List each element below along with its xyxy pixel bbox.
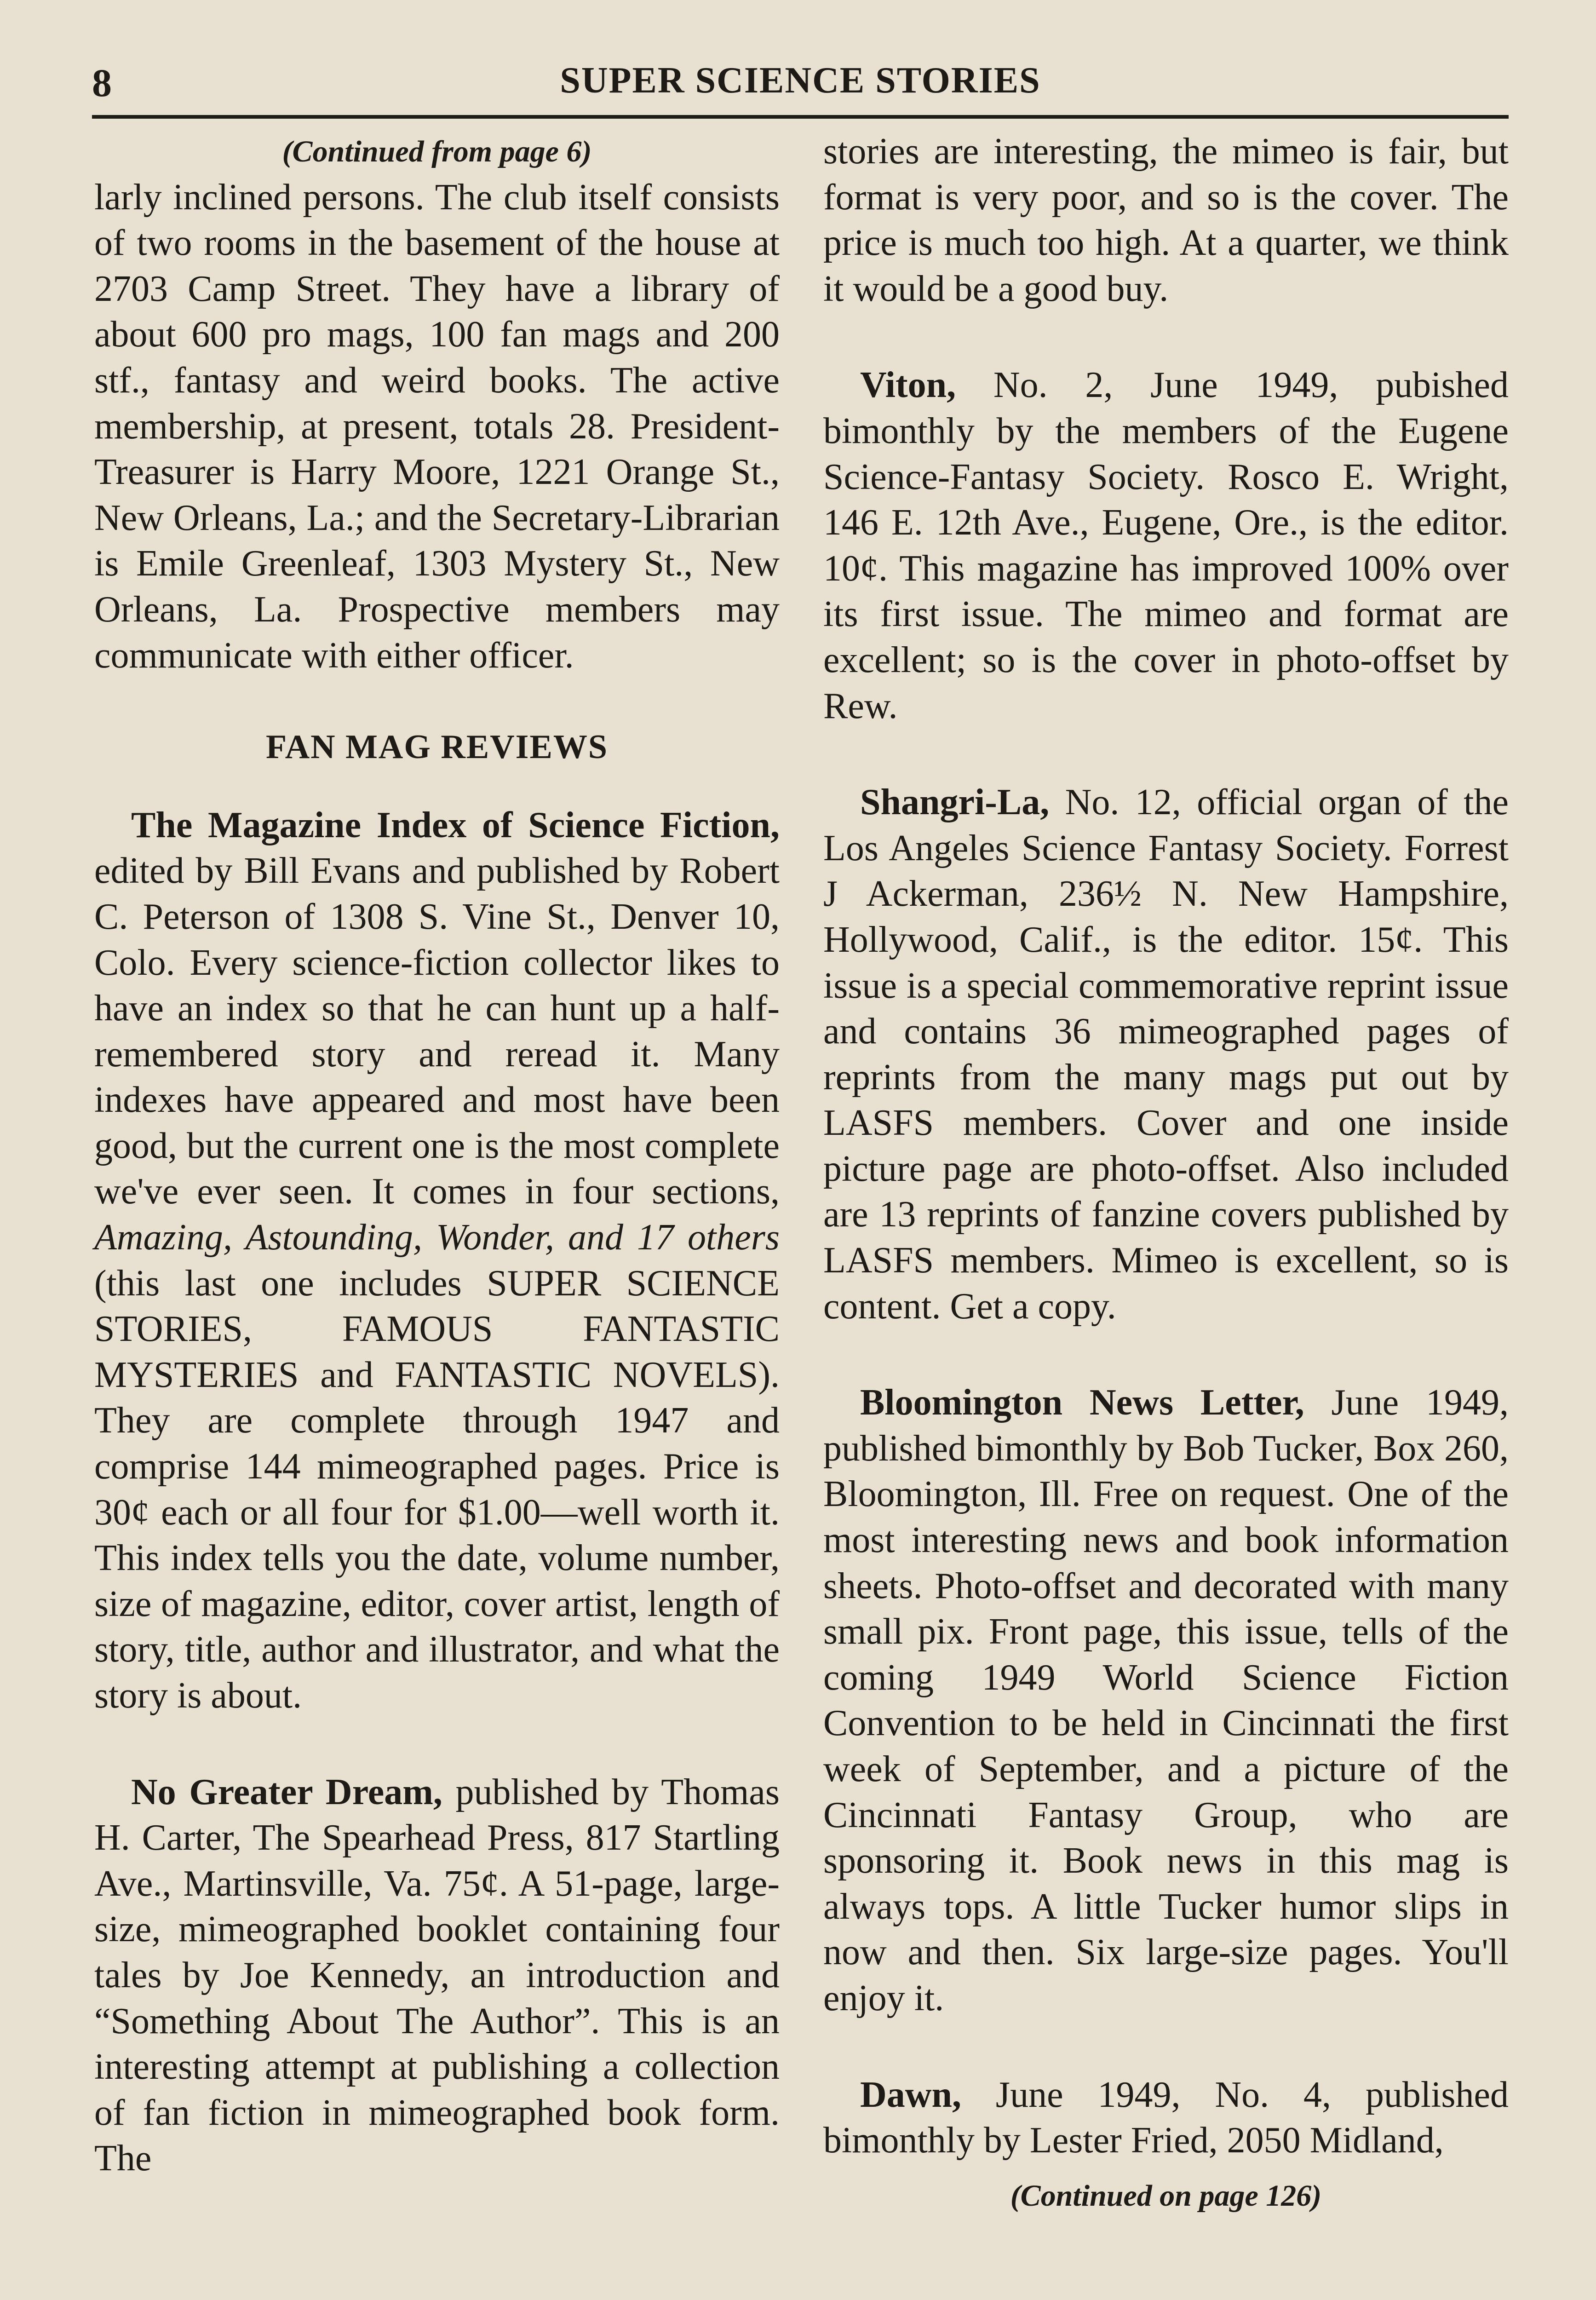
- paragraph-gap: [823, 2022, 1509, 2072]
- review-dawn: [823, 2072, 1509, 2164]
- review-text: No. 2, June 1949, pubished bimonthly by the members of the Eugene Science-Fantasy Society. Rosco E. Wright, 146 E. 12th Ave., Eugene, Ore., is the editor. 10¢. This magazine has improved 100% over its first issue. The mimeo and format are excellent; so is the cover in photo-offset by Rew.: [823, 365, 1509, 726]
- review-shangri-la: [823, 780, 1509, 1329]
- review-title: Shangri-La,: [860, 782, 1050, 823]
- continued-from-note: (Continued from page 6): [282, 135, 592, 168]
- right-column: [823, 129, 1509, 2219]
- review-no-greater-dream: [94, 1770, 780, 2182]
- review-viton: [823, 362, 1509, 729]
- review-title: Bloomington News Letter,: [860, 1382, 1304, 1423]
- review-magazine-index: [94, 803, 780, 1719]
- review-italic-text: Amazing, Astounding, Wonder, and 17 others: [94, 1217, 780, 1258]
- review-text: published by Thomas H. Carter, The Spearhead Press, 817 Startling Ave., Martinsville, Va. 75¢. A 51-page, large-size, mimeographed booklet containing four tales by Joe Kennedy, an introduction and “Something About The Author”. This is an interesting attempt at publishing a collection of fan fiction in mimeographed book form. The: [94, 1771, 780, 2179]
- paragraph-gap: [823, 312, 1509, 362]
- page-number: 8: [92, 61, 112, 105]
- continued-on-note: (Continued on page 126): [1010, 2179, 1322, 2213]
- paragraph-gap: [823, 1329, 1509, 1380]
- review-text: edited by Bill Evans and published by Robert C. Peterson of 1308 S. Vine St., Denver 10, Colo. Every science-fiction collector likes to have an index so that he can hunt up a half-remembered story and reread it. Many indexes have appeared and most have been good, but the current one is the most complete we've ever seen. It comes in four sections,: [94, 851, 780, 1212]
- review-title: The Magazine Index of Science Fiction,: [131, 805, 780, 845]
- review-title: No Greater Dream,: [131, 1771, 442, 1812]
- review-bloomington-news-letter: [823, 1380, 1509, 2021]
- club-paragraph: larly inclined persons. The club itself consists of two rooms in the basement of the house at 2703 Camp Street. They have a library of about 600 pro mags, 100 fan mags and 200 stf., fantasy and weird books. The active membership, at present, totals 28. President-Treasurer is Harry Moore, 1221 Orange St., New Orleans, La.; and the Secretary-Librarian is Emile Greenleaf, 1303 Mystery St., New Orleans, La. Prospective members may communicate with either officer.: [94, 177, 780, 676]
- review-text: June 1949, published bimonthly by Bob Tucker, Box 260, Bloomington, Ill. Free on request. One of the most interesting news and book information sheets. Photo-offset and decorated with many small pix. Front page, this issue, tells of the coming 1949 World Science Fiction Convention to be held in Cincinnati the first week of September, and a picture of the Cincinnati Fantasy Group, who are sponsoring it. Book news in this mag is always tops. A little Tucker humor slips in now and then. Six large-size pages. You'll enjoy it.: [823, 1382, 1509, 2018]
- review-title: Dawn,: [860, 2074, 962, 2115]
- review-title: Viton,: [860, 365, 956, 406]
- review-text: (this last one includes SUPER SCIENCE STORIES, FAMOUS FANTASTIC MYSTERIES and FANTASTIC NOVELS). They are complete through 1947 and comprise 144 mimeographed pages. Price is 30¢ each or all four for $1.00—well worth it. This index tells you the date, volume number, size of magazine, editor, cover artist, length of story, title, author and illustrator, and what the story is about.: [94, 1263, 780, 1716]
- paragraph-gap: [94, 1719, 780, 1770]
- page-header: [92, 51, 1509, 119]
- section-title: FAN MAG REVIEWS: [266, 728, 608, 766]
- paragraph-gap: [823, 729, 1509, 780]
- left-column: [94, 129, 780, 2182]
- running-head: SUPER SCIENCE STORIES: [560, 60, 1041, 101]
- review-text: June 1949, No. 4, published bimonthly by Lester Fried, 2050 Midland,: [823, 2074, 1509, 2161]
- review-text: No. 12, official organ of the Los Angeles Science Fantasy Society. Forrest J Ackerman, 236½ N. New Hampshire, Hollywood, Calif., is the editor. 15¢. This issue is a special commemorative reprint issue and contains 36 mimeographed pages of reprints from the many mags put out by LASFS members. Cover and one inside picture page are photo-offset. Also included are 13 reprints of fanzine covers published by LASFS members. Mimeo is excellent, so is content. Get a copy.: [823, 782, 1509, 1327]
- carryover-paragraph: stories are interesting, the mimeo is fair, but format is very poor, and so is the cover. The price is much too high. At a quarter, we think it would be a good buy.: [823, 131, 1509, 309]
